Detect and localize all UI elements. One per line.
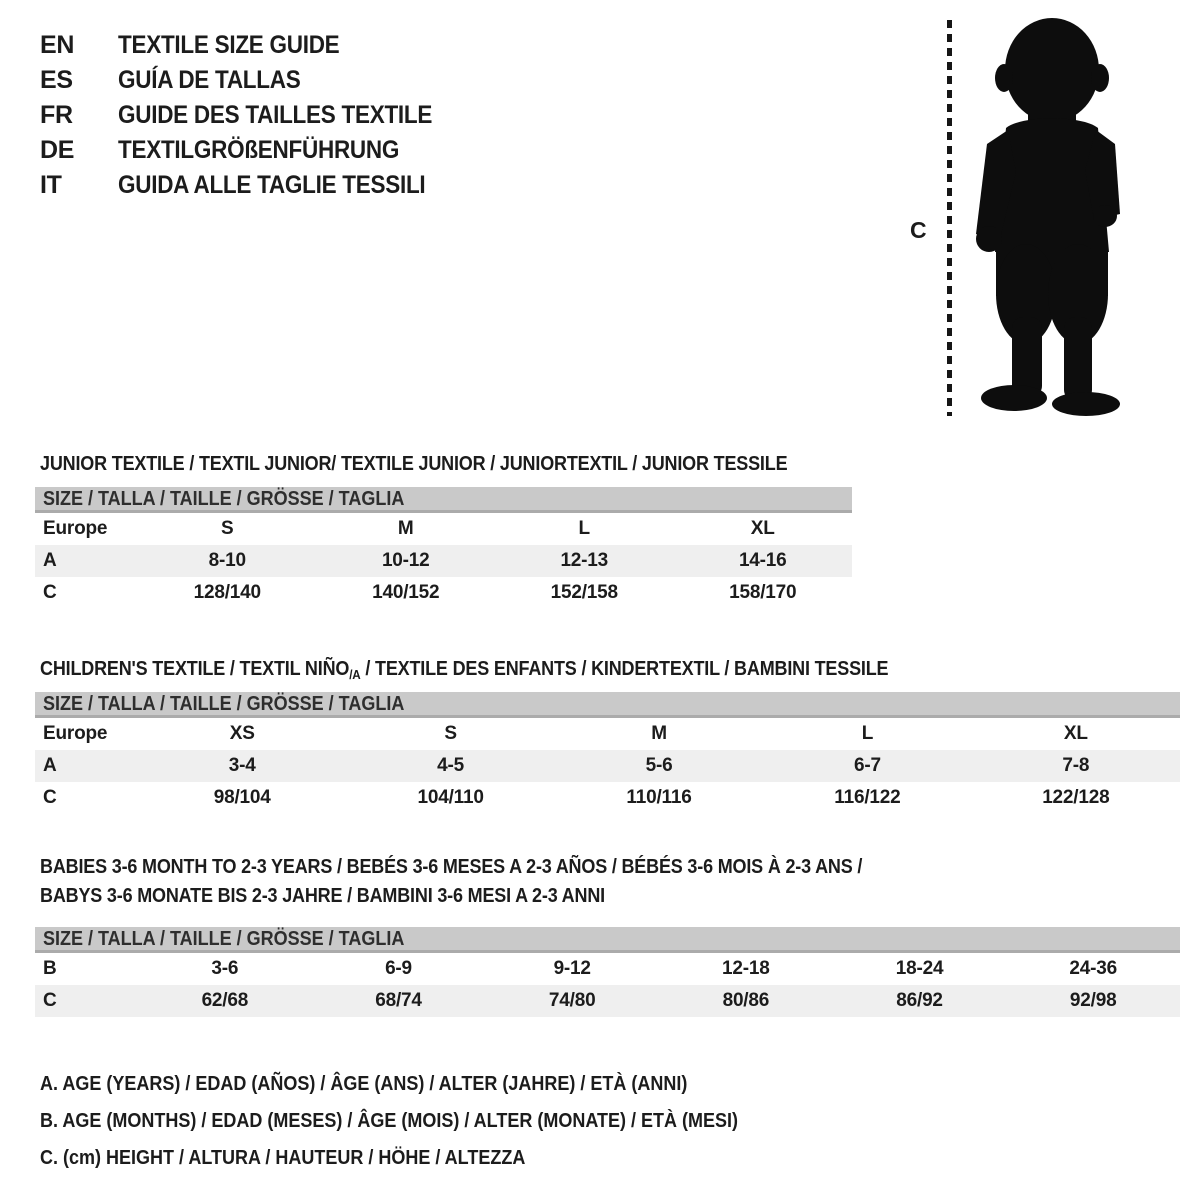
- cell-value: 5-6: [645, 755, 673, 776]
- cell-value: 152/158: [550, 582, 618, 603]
- height-measure-dotted-line: [947, 20, 952, 416]
- size-table-junior: [35, 487, 852, 609]
- legend-line-b: [40, 1103, 816, 1140]
- table-row: [35, 953, 1180, 985]
- row-label: Europe: [43, 723, 108, 744]
- cell-value: 7-8: [1062, 755, 1090, 776]
- cell-value: 122/128: [1042, 787, 1110, 808]
- language-code: IT: [40, 171, 62, 199]
- language-row-de: [40, 133, 467, 168]
- cell-value: 6-7: [853, 755, 881, 776]
- cell-value: 18-24: [895, 958, 944, 979]
- row-label: B: [43, 958, 57, 979]
- legend-text: C. (cm) HEIGHT / ALTURA / HAUTEUR / HÖHE / ALTEZZA: [40, 1147, 526, 1169]
- language-row-fr: [40, 98, 467, 133]
- size-table-children: [35, 692, 1180, 814]
- cell-value: 3-4: [228, 755, 256, 776]
- cell-value: 14-16: [738, 550, 787, 571]
- size-table-babies: [35, 927, 1180, 1017]
- legend: [40, 1066, 816, 1177]
- row-label: A: [43, 550, 57, 571]
- cell-value: 116/122: [834, 787, 901, 808]
- legend-line-a: [40, 1066, 816, 1103]
- section-title-junior: [40, 450, 870, 479]
- section-title-text: JUNIOR TEXTILE / TEXTIL JUNIOR/ TEXTILE JUNIOR / JUNIORTEXTIL / JUNIOR TESSILE: [40, 452, 788, 475]
- cell-value: 8-10: [208, 550, 246, 571]
- section-title-text: BABIES 3-6 MONTH TO 2-3 YEARS / BEBÉS 3-6 MESES A 2-3 AÑOS / BÉBÉS 3-6 MOIS À 2-3 ANS /: [40, 855, 863, 878]
- row-label: C: [43, 787, 57, 808]
- language-code: FR: [40, 101, 73, 129]
- cell-value: 68/74: [375, 990, 422, 1011]
- table-row: [35, 985, 1180, 1017]
- language-row-it: [40, 168, 467, 203]
- row-label: C: [43, 582, 57, 603]
- cell-value: XL: [750, 518, 775, 539]
- cell-value: 80/86: [722, 990, 770, 1011]
- cell-value: XS: [229, 723, 255, 744]
- cell-value: 12-18: [722, 958, 770, 979]
- cell-value: 62/68: [201, 990, 249, 1011]
- cell-value: 10-12: [381, 550, 430, 571]
- table-row: [35, 782, 1180, 814]
- row-label: Europe: [43, 518, 108, 539]
- cell-value: XL: [1063, 723, 1088, 744]
- cell-value: 6-9: [385, 958, 412, 979]
- section-title-children: [40, 655, 983, 689]
- cell-value: 86/92: [896, 990, 943, 1011]
- size-header-text: SIZE / TALLA / TAILLE / GRÖSSE / TAGLIA: [43, 693, 405, 715]
- language-title: GUÍA DE TALLAS: [118, 66, 301, 94]
- cell-value: M: [651, 723, 667, 744]
- cell-value: 140/152: [372, 582, 440, 603]
- cell-value: 3-6: [211, 958, 239, 979]
- height-measure-label: C: [910, 217, 927, 243]
- section-title-text: BABYS 3-6 MONATE BIS 2-3 JAHRE / BAMBINI 3-6 MESI A 2-3 ANNI: [40, 884, 605, 907]
- cell-value: L: [578, 518, 590, 539]
- cell-value: 158/170: [729, 582, 797, 603]
- cell-value: 9-12: [553, 958, 591, 979]
- table-row: [35, 545, 852, 577]
- language-title: TEXTILGRÖßENFÜHRUNG: [118, 136, 400, 164]
- cell-value: 24-36: [1069, 958, 1117, 979]
- size-header-bar: [35, 692, 1180, 718]
- table-row: [35, 718, 1180, 750]
- language-row-en: [40, 28, 467, 63]
- cell-value: 104/110: [417, 787, 484, 808]
- row-label: C: [43, 990, 57, 1011]
- language-title: TEXTILE SIZE GUIDE: [118, 31, 340, 59]
- cell-value: 110/116: [626, 787, 692, 808]
- legend-line-c: [40, 1140, 816, 1177]
- size-header-text: SIZE / TALLA / TAILLE / GRÖSSE / TAGLIA: [43, 488, 405, 510]
- cell-value: 74/80: [548, 990, 596, 1011]
- language-title: GUIDE DES TAILLES TEXTILE: [118, 101, 433, 129]
- size-header-bar: [35, 487, 852, 513]
- legend-text: A. AGE (YEARS) / EDAD (AÑOS) / ÂGE (ANS) / ALTER (JAHRE) / ETÀ (ANNI): [40, 1073, 688, 1095]
- table-row: [35, 750, 1180, 782]
- size-header-bar: [35, 927, 1180, 953]
- cell-value: S: [444, 723, 457, 744]
- cell-value: M: [397, 518, 414, 539]
- table-row: [35, 513, 852, 545]
- legend-text: B. AGE (MONTHS) / EDAD (MESES) / ÂGE (MOIS) / ALTER (MONATE) / ETÀ (MESI): [40, 1110, 738, 1132]
- baby-silhouette-icon: [962, 12, 1140, 418]
- cell-value: 92/98: [1069, 990, 1117, 1011]
- cell-value: 128/140: [193, 582, 261, 603]
- language-row-es: [40, 63, 467, 98]
- language-title: GUIDA ALLE TAGLIE TESSILI: [118, 171, 426, 199]
- row-label: A: [43, 755, 57, 776]
- section-title-babies: [40, 853, 954, 911]
- table-row: [35, 577, 852, 609]
- section-title-text: CHILDREN'S TEXTILE / TEXTIL $NIÑO_{/A}$ / TEXTILE DES ENFANTS / KINDERTEXTIL / BAMBINI TESSILE: [40, 657, 889, 682]
- size-header-text: SIZE / TALLA / TAILLE / GRÖSSE / TAGLIA: [43, 928, 405, 950]
- language-code: DE: [40, 136, 75, 164]
- language-code: ES: [40, 66, 73, 94]
- language-list: [40, 28, 467, 203]
- cell-value: 4-5: [437, 755, 465, 776]
- cell-value: 98/104: [213, 787, 271, 808]
- cell-value: S: [221, 518, 234, 539]
- language-code: EN: [40, 31, 75, 59]
- cell-value: L: [861, 723, 874, 744]
- cell-value: 12-13: [560, 550, 609, 571]
